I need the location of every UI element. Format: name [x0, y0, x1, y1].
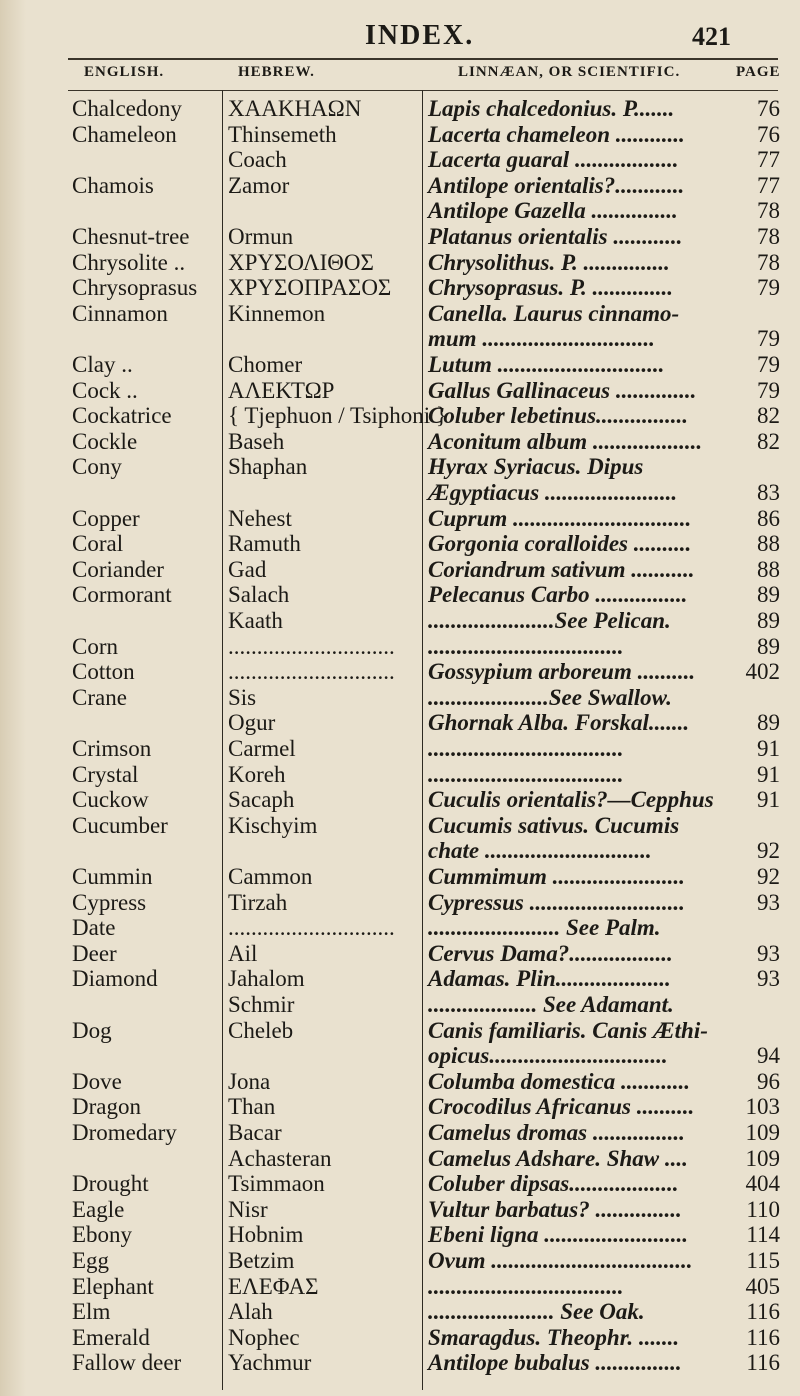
table-row [0, 1299, 800, 1325]
page-ref: 89 [757, 608, 780, 633]
english-term: Dragon [72, 1094, 141, 1120]
table-row [0, 838, 800, 864]
linnaean-name: .....................See Swallow. [428, 684, 672, 710]
table-row [0, 122, 800, 148]
table-row [0, 1350, 800, 1376]
hebrew-term: Nisr [228, 1196, 268, 1222]
table-row [0, 96, 800, 122]
table-row [0, 147, 800, 173]
page-ref: 92 [757, 864, 780, 889]
page-ref: 89 [757, 710, 780, 736]
linnaean-name: Chrysolithus. P. ............... [428, 249, 670, 275]
linnaean-name: Ghornak Alba. Forskal....... [428, 710, 690, 736]
english-term: Date [72, 915, 116, 941]
linnaean-name: ......................See Pelican. [428, 608, 671, 633]
hebrew-term: ............................. [228, 633, 395, 659]
hebrew-term: ΑΛΕΚΤΩΡ [228, 377, 335, 403]
header-page: PAGE [736, 64, 781, 80]
hebrew-term: Betzim [228, 1248, 295, 1273]
linnaean-name: Cuprum ............................... [428, 505, 692, 531]
linnaean-name: Lutum ............................. [428, 352, 665, 377]
table-row [0, 352, 800, 378]
hebrew-term: Carmel [228, 736, 296, 761]
table-row [0, 787, 800, 813]
header-linnaean: LINNÆAN, OR SCIENTIFIC. [458, 64, 681, 80]
running-head [60, 18, 780, 58]
linnaean-name: Crocodilus Africanus .......... [428, 1094, 695, 1120]
english-term: Chalcedony [72, 96, 182, 121]
linnaean-name: Aconitum album ................... [428, 428, 703, 454]
page-ref: 89 [757, 582, 780, 608]
linnaean-name: .................................. [428, 761, 624, 787]
page-ref: 79 [757, 275, 780, 301]
linnaean-name: Gorgonia coralloides .......... [428, 531, 692, 557]
hebrew-term: Bacar [228, 1120, 282, 1145]
page-ref: 96 [757, 1068, 780, 1094]
page-ref: 405 [745, 1273, 780, 1299]
linnaean-name: Gossypium arboreum .......... [428, 659, 696, 685]
table-row [0, 403, 800, 429]
linnaean-name: Chrysoprasus. P. .............. [428, 275, 673, 301]
table-row [0, 710, 800, 736]
table-row [0, 941, 800, 967]
hebrew-term: Kaath [228, 608, 283, 633]
hebrew-term: Nehest [228, 505, 292, 531]
english-term: Crimson [72, 736, 152, 761]
header-rule [68, 90, 778, 91]
english-term: Cummin [72, 864, 153, 889]
hebrew-term: Tirzah [228, 889, 288, 915]
hebrew-term: ............................. [228, 915, 395, 941]
table-row [0, 1094, 800, 1120]
table-row [0, 275, 800, 301]
page-ref: 78 [757, 198, 780, 224]
english-term: Chameleon [72, 121, 177, 147]
page-ref: 88 [757, 556, 780, 582]
linnaean-name: Cervus Dama?.................. [428, 940, 673, 966]
page-ref: 91 [757, 761, 780, 787]
english-term: Fallow deer [72, 1350, 182, 1376]
page-number: 421 [692, 22, 731, 51]
hebrew-term: Sacaph [228, 787, 295, 813]
page-ref: 82 [757, 403, 780, 429]
hebrew-term: ΧΡΥΣΟΠΡΑΣΟΣ [228, 275, 392, 301]
linnaean-name: Cucumis sativus. Cucumis [428, 812, 680, 838]
hebrew-term: Sis [228, 684, 257, 710]
table-row [0, 1146, 800, 1172]
hebrew-term: ............................. [228, 659, 395, 685]
page-ref: 109 [745, 1120, 780, 1145]
hebrew-term: Ramuth [228, 531, 301, 557]
english-term: Dog [72, 1017, 112, 1043]
linnaean-name: Lacerta guaral .................. [428, 147, 679, 173]
linnaean-name: Platanus orientalis ............ [428, 224, 683, 249]
table-row [0, 1120, 800, 1146]
table-row [0, 1197, 800, 1223]
linnaean-name: Lapis chalcedonius. P....... [428, 96, 675, 121]
table-row [0, 378, 800, 404]
table-row [0, 864, 800, 890]
english-term: Cuckow [72, 787, 149, 813]
table-row [0, 1274, 800, 1300]
table-row [0, 326, 800, 352]
english-term: Elephant [72, 1273, 154, 1299]
english-term: Elm [72, 1299, 111, 1325]
page-ref: 78 [757, 224, 780, 249]
linnaean-name: Coriandrum sativum ........... [428, 556, 695, 582]
hebrew-term: Ail [228, 940, 258, 966]
table-row [0, 301, 800, 327]
page-ref: 82 [757, 428, 780, 454]
page-ref: 79 [757, 326, 780, 352]
table-row [0, 173, 800, 199]
page-ref: 79 [757, 352, 780, 377]
linnaean-name: Antilope Gazella ............... [428, 198, 678, 224]
table-row [0, 890, 800, 916]
english-term: Cony [72, 454, 122, 480]
page-ref: 116 [746, 1324, 780, 1350]
page-ref: 77 [757, 172, 780, 198]
english-term: Deer [72, 940, 117, 966]
linnaean-name: Coluber lebetinus................ [428, 403, 689, 429]
hebrew-term: Koreh [228, 761, 286, 787]
english-term: Cormorant [72, 582, 172, 608]
english-term: Chrysolite .. [72, 249, 186, 275]
table-row [0, 915, 800, 941]
linnaean-name: Antilope orientalis?............ [428, 172, 685, 198]
linnaean-name: .................................. [428, 736, 624, 761]
hebrew-term: Jahalom [228, 966, 305, 992]
english-term: Coriander [72, 556, 164, 582]
page-ref: 78 [757, 249, 780, 275]
linnaean-name: Camelus Adshare. Shaw .... [428, 1145, 688, 1171]
linnaean-name: Hyrax Syriacus. Dipus [428, 454, 644, 480]
page-ref: 115 [746, 1248, 780, 1273]
linnaean-name: Smaragdus. Theophr. ....... [428, 1324, 680, 1350]
hebrew-term: Baseh [228, 428, 285, 454]
linnaean-name: Cuculis orientalis?—Cepphus [428, 787, 714, 813]
table-row [0, 506, 800, 532]
table-row [0, 992, 800, 1018]
english-term: Copper [72, 505, 140, 531]
table-row [0, 480, 800, 506]
english-term: Ebony [72, 1222, 133, 1248]
running-title: INDEX. [365, 20, 475, 51]
hebrew-term: Thinsemeth [228, 121, 337, 147]
hebrew-term: ΕΛΕΦΑΣ [228, 1273, 319, 1299]
english-term: Diamond [72, 966, 158, 992]
table-row [0, 557, 800, 583]
hebrew-term: Gad [228, 556, 267, 582]
english-term: Chamois [72, 172, 154, 198]
linnaean-name: .................................. [428, 633, 624, 659]
hebrew-term: Tsimmaon [228, 1171, 325, 1197]
top-rule [68, 58, 778, 60]
table-row [0, 582, 800, 608]
table-row [0, 454, 800, 480]
english-term: Chrysoprasus [72, 275, 198, 301]
hebrew-term: Ormun [228, 224, 294, 249]
linnaean-name: ...................... See Oak. [428, 1299, 645, 1325]
english-term: Coral [72, 531, 124, 557]
table-row [0, 429, 800, 455]
table-row [0, 1222, 800, 1248]
english-term: Crystal [72, 761, 139, 787]
linnaean-name: Ovum ................................... [428, 1248, 693, 1273]
table-row [0, 966, 800, 992]
page-ref: 91 [757, 787, 780, 813]
page-ref: 76 [757, 121, 780, 147]
english-term: Egg [72, 1248, 110, 1273]
hebrew-term: Achasteran [228, 1145, 332, 1171]
english-term: Emerald [72, 1324, 150, 1350]
page-ref: 77 [757, 147, 780, 173]
table-row [0, 736, 800, 762]
hebrew-term: Cheleb [228, 1017, 294, 1043]
linnaean-name: Vultur barbatus? ............... [428, 1196, 682, 1222]
english-term: Cucumber [72, 812, 168, 838]
table-row [0, 813, 800, 839]
linnaean-name: .................................. [428, 1273, 624, 1299]
hebrew-term: Than [228, 1094, 276, 1120]
table-row [0, 531, 800, 557]
page-ref: 93 [757, 966, 780, 992]
table-row [0, 762, 800, 788]
table-row [0, 1171, 800, 1197]
english-term: Cockatrice [72, 403, 172, 429]
linnaean-name: opicus............................... [428, 1043, 668, 1069]
english-term: Clay .. [72, 352, 133, 377]
hebrew-term: Jona [228, 1068, 271, 1094]
table-row [0, 1325, 800, 1351]
table-row [0, 685, 800, 711]
table-row [0, 224, 800, 250]
english-term: Dove [72, 1068, 122, 1094]
page-ref: 110 [746, 1196, 780, 1222]
page-ref: 91 [757, 736, 780, 761]
hebrew-term: ΧΡΥΣΟΛΙΘΟΣ [228, 249, 374, 275]
page-ref: 116 [746, 1350, 780, 1376]
hebrew-term: Yachmur [228, 1350, 312, 1376]
linnaean-name: Lacerta chameleon ............ [428, 121, 685, 147]
hebrew-term: Alah [228, 1299, 273, 1325]
table-row [0, 1018, 800, 1044]
linnaean-name: Columba domestica ............ [428, 1068, 690, 1094]
hebrew-term: Cammon [228, 864, 313, 889]
hebrew-term: Chomer [228, 352, 303, 377]
linnaean-name: ................... See Adamant. [428, 992, 674, 1017]
hebrew-term: Hobnim [228, 1222, 304, 1248]
linnaean-name: Antilope bubalus ............... [428, 1350, 682, 1376]
page-ref: 86 [757, 505, 780, 531]
page-ref: 402 [745, 659, 780, 685]
page-ref: 116 [746, 1299, 780, 1325]
english-term: Cockle [72, 428, 138, 454]
page-ref: 92 [757, 838, 780, 864]
hebrew-term: ΧΑΑΚΗΑΩΝ [228, 96, 362, 121]
page-ref: 103 [745, 1094, 780, 1120]
header-english: ENGLISH. [84, 64, 165, 80]
hebrew-term: Kinnemon [228, 300, 326, 326]
hebrew-term: Nophec [228, 1324, 300, 1350]
page-ref: 79 [757, 377, 780, 403]
page-ref: 114 [746, 1222, 780, 1248]
hebrew-term: Ogur [228, 710, 276, 736]
linnaean-name: Coluber dipsas................... [428, 1171, 679, 1197]
hebrew-term: Coach [228, 147, 287, 173]
hebrew-term: Salach [228, 582, 290, 608]
english-term: Drought [72, 1171, 149, 1197]
linnaean-name: Ebeni ligna ......................... [428, 1222, 689, 1248]
table-row [0, 659, 800, 685]
linnaean-name: Canis familiaris. Canis Æthi- [428, 1017, 708, 1043]
english-term: Corn [72, 633, 118, 659]
table-row [0, 1069, 800, 1095]
linnaean-name: Adamas. Plin.................... [428, 966, 671, 992]
page-ref: 89 [757, 633, 780, 659]
english-term: Crane [72, 684, 127, 710]
hebrew-term: Kischyim [228, 812, 318, 838]
table-row [0, 250, 800, 276]
english-term: Dromedary [72, 1120, 177, 1145]
linnaean-name: Canella. Laurus cinnamo- [428, 300, 680, 326]
linnaean-name: Pelecanus Carbo ................ [428, 582, 688, 608]
header-hebrew: HEBREW. [238, 64, 315, 80]
hebrew-term: Zamor [228, 172, 290, 198]
linnaean-name: Gallus Gallinaceus .............. [428, 377, 697, 403]
english-term: Eagle [72, 1196, 125, 1222]
table-row [0, 608, 800, 634]
english-term: Cotton [72, 659, 135, 685]
hebrew-term: Shaphan [228, 454, 308, 480]
english-term: Chesnut-tree [72, 224, 190, 249]
page-ref: 109 [745, 1145, 780, 1171]
page-ref: 83 [757, 480, 780, 505]
linnaean-name: Ægyptiacus ....................... [428, 480, 678, 505]
page-ref: 88 [757, 531, 780, 557]
hebrew-term: { Tjephuon / Tsiphoni } [228, 403, 447, 429]
linnaean-name: chate ............................. [428, 838, 652, 864]
english-term: Cock .. [72, 377, 138, 403]
table-row [0, 634, 800, 660]
page-ref: 76 [757, 96, 780, 121]
linnaean-name: Cummimum ....................... [428, 864, 685, 889]
linnaean-name: ....................... See Palm. [428, 915, 661, 941]
english-term: Cypress [72, 889, 147, 915]
linnaean-name: mum .............................. [428, 326, 655, 352]
page-ref: 93 [757, 940, 780, 966]
english-term: Cinnamon [72, 300, 168, 326]
hebrew-term: Schmir [228, 992, 295, 1017]
page-ref: 404 [745, 1171, 780, 1197]
linnaean-name: Cypressus ........................... [428, 889, 685, 915]
page-ref: 94 [757, 1043, 780, 1069]
table-row [0, 1043, 800, 1069]
page-ref: 93 [757, 889, 780, 915]
linnaean-name: Camelus dromas ................ [428, 1120, 685, 1145]
table-row [0, 1248, 800, 1274]
table-row [0, 198, 800, 224]
